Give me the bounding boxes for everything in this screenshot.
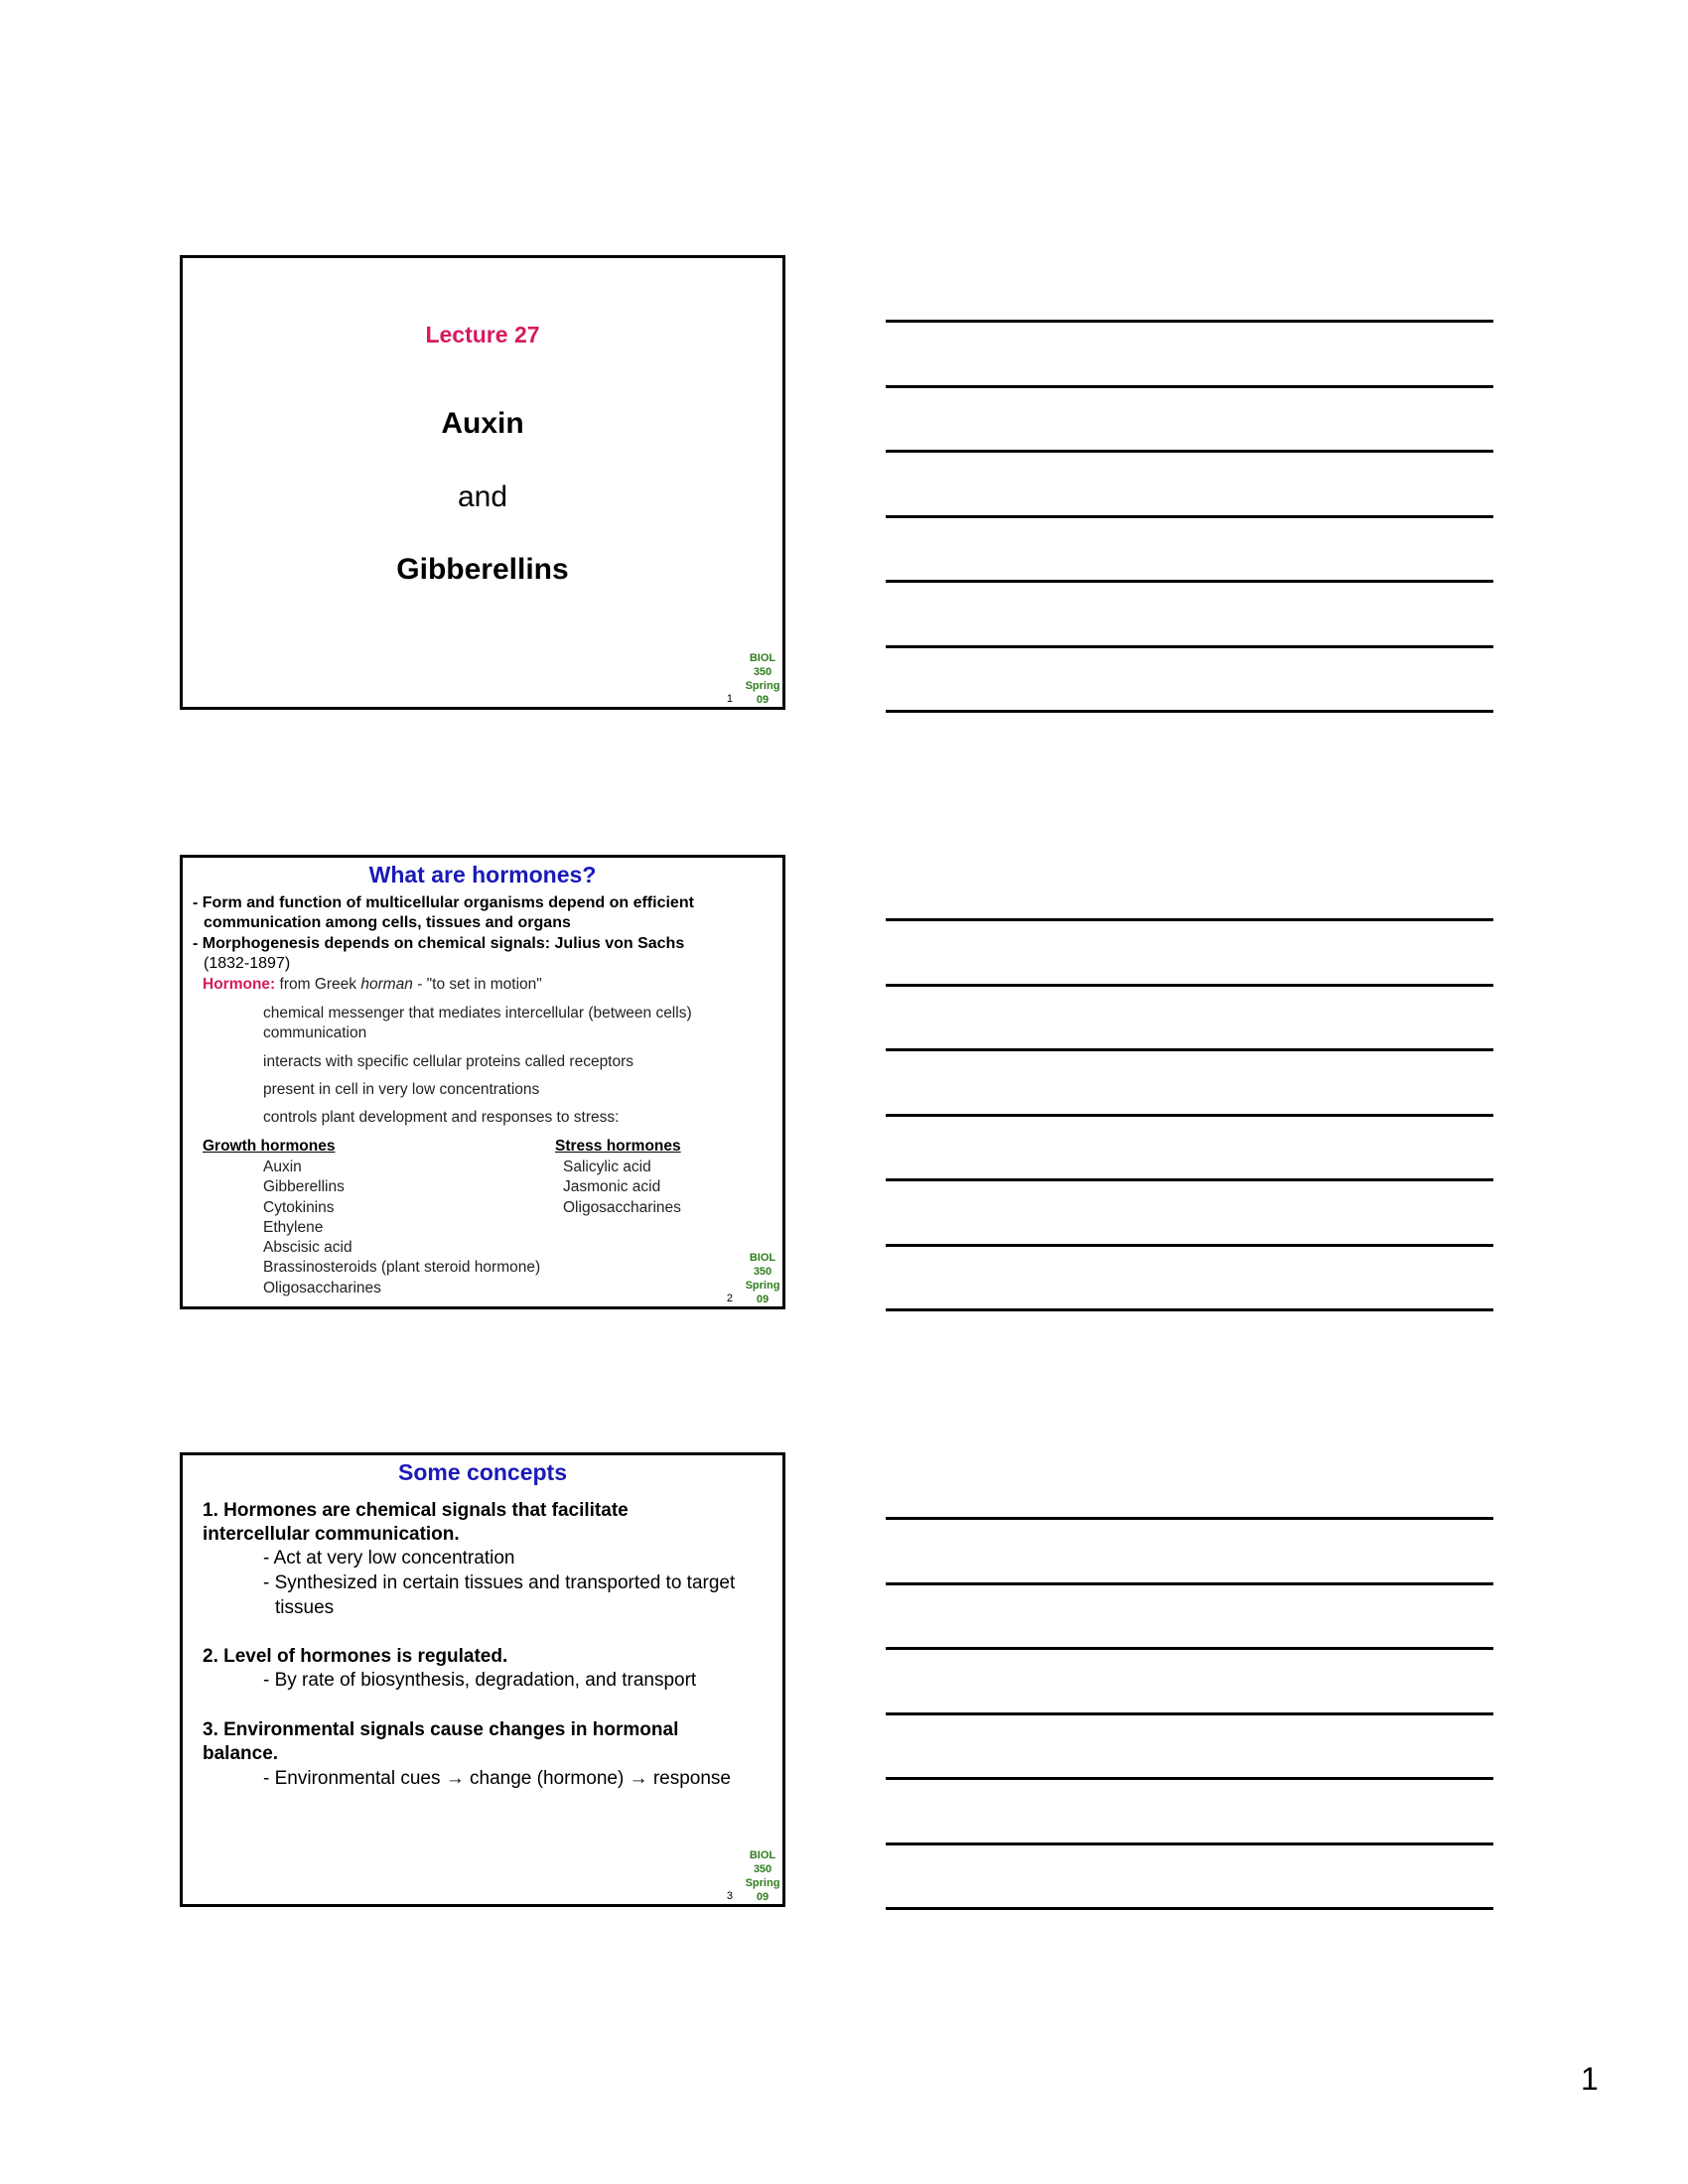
note-line — [886, 984, 1493, 987]
slide-3 — [180, 1452, 785, 1907]
stress-list — [563, 1158, 681, 1218]
hormone-item: Salicylic acid — [563, 1159, 651, 1175]
hormone-item: Ethylene — [263, 1218, 324, 1236]
hormone-item: Gibberellins — [263, 1178, 345, 1196]
slide-number: 2 — [726, 1293, 733, 1304]
growth-heading: Growth hormones — [203, 1138, 336, 1155]
bullet: - Form and function of multicellular organisms depend on efficient — [193, 894, 694, 911]
note-line — [886, 1582, 1493, 1585]
note-line — [886, 1517, 1493, 1520]
property: controls plant development and responses to stress: — [263, 1109, 620, 1126]
hormone-item: Abscisic acid — [263, 1239, 352, 1257]
note-line — [886, 385, 1493, 388]
hormone-item: Cytokinins — [263, 1198, 335, 1216]
slide-1 — [180, 255, 785, 710]
note-line — [886, 580, 1493, 583]
note-line — [886, 1712, 1493, 1715]
note-line — [886, 450, 1493, 453]
concept-heading: 1. Hormones are chemical signals that facilitate — [203, 1500, 629, 1521]
property: chemical messenger that mediates intercellular (between cells) — [263, 1005, 692, 1022]
slide-title: Some concepts — [398, 1459, 567, 1485]
stress-heading: Stress hormones — [555, 1138, 681, 1155]
note-line — [886, 1907, 1493, 1910]
note-line — [886, 1244, 1493, 1247]
hormone-item: Oligosaccharines — [563, 1198, 681, 1216]
growth-list — [263, 1158, 540, 1298]
page-number: 1 — [1581, 2061, 1599, 2097]
note-line — [886, 1178, 1493, 1181]
property: interacts with specific cellular proteins called receptors — [263, 1053, 634, 1070]
note-line — [886, 1308, 1493, 1311]
bullet: communication among cells, tissues and organs — [204, 914, 571, 931]
hormone-definition: Hormone: from Greek horman - "to set in motion" — [203, 976, 542, 993]
hormone-item: Oligosaccharines — [263, 1279, 381, 1297]
title-line: Auxin — [441, 407, 524, 440]
note-line — [886, 1048, 1493, 1051]
note-line — [886, 320, 1493, 323]
title-line: and — [457, 480, 508, 513]
concept-heading: 2. Level of hormones is regulated. — [203, 1646, 508, 1667]
note-line — [886, 710, 1493, 713]
concept-detail: tissues — [275, 1597, 335, 1618]
bullet: (1832-1897) — [204, 955, 291, 972]
slide-2 — [180, 855, 785, 1309]
note-line — [886, 1777, 1493, 1780]
note-line — [886, 645, 1493, 648]
concept-detail: - Environmental cues → change (hormone) → response — [263, 1768, 732, 1789]
course-tag: BIOL 350 Spring 09 — [745, 1252, 780, 1305]
lecture-number: Lecture 27 — [425, 322, 540, 347]
concept-heading: intercellular communication. — [203, 1524, 460, 1545]
hormone-item: Brassinosteroids (plant steroid hormone) — [263, 1259, 541, 1277]
property: present in cell in very low concentrations — [263, 1081, 540, 1098]
course-tag: BIOL 350 Spring 09 — [745, 652, 780, 706]
concept-detail: - By rate of biosynthesis, degradation, and transport — [263, 1670, 697, 1691]
hormone-item: Auxin — [263, 1159, 302, 1175]
slide-number: 3 — [726, 1890, 733, 1902]
property: communication — [263, 1024, 367, 1041]
note-line — [886, 1843, 1493, 1845]
course-tag: BIOL 350 Spring 09 — [745, 1849, 780, 1903]
concept-heading: balance. — [203, 1743, 279, 1764]
hormone-item: Jasmonic acid — [563, 1178, 661, 1196]
concept-detail: - Act at very low concentration — [263, 1548, 515, 1569]
bullet: - Morphogenesis depends on chemical signals: Julius von Sachs — [193, 935, 685, 952]
note-line — [886, 515, 1493, 518]
title-line: Gibberellins — [396, 553, 569, 586]
slide-number: 1 — [726, 693, 733, 705]
slide-title: What are hormones? — [368, 862, 597, 887]
concept-heading: 3. Environmental signals cause changes in hormonal — [203, 1719, 679, 1740]
note-line — [886, 1647, 1493, 1650]
note-line — [886, 1114, 1493, 1117]
note-line — [886, 918, 1493, 921]
concept-detail: - Synthesized in certain tissues and transported to target — [263, 1572, 736, 1593]
